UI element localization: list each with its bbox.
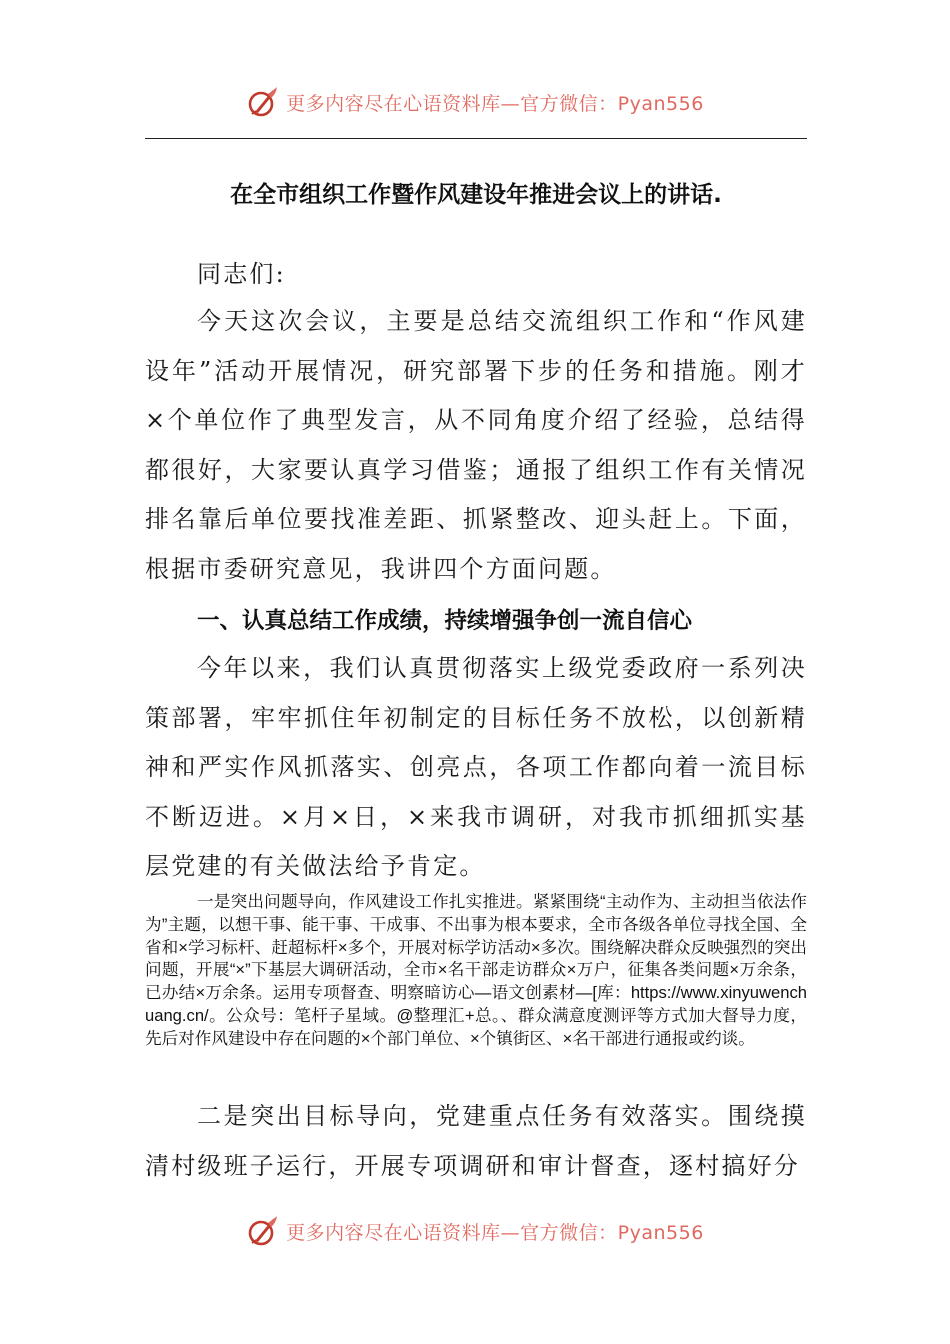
wechat-id: Pyan556: [617, 92, 704, 115]
paragraph-achievements: 今年以来，我们认真贯彻落实上级党委政府一系列决策部署，牢牢抓住年初制定的目标任务不放松，以创新精神和严实作风抓落实、创亮点，各项工作都向着一流目标不断迈进。×月×日，×来我市调研，对我市抓细抓实基层党建的有关做法给予肯定。: [145, 654, 807, 881]
greeting: 同志们:: [197, 260, 286, 288]
wechat-id: Pyan556: [617, 1221, 704, 1244]
header-rule: [145, 138, 807, 139]
section-heading-1: 一、认真总结工作成绩，持续增强争创一流自信心: [197, 608, 693, 634]
watermark-text: 更多内容尽在心语资料库—官方微信：Pyan556: [286, 92, 704, 115]
paragraph-goal-orientation: 二是突出目标导向，党建重点任务有效落实。围绕摸清村级班子运行，开展专项调研和审计督查，逐村搞好分: [145, 1102, 807, 1180]
watermark-banner-top: [0, 82, 950, 122]
watermark-banner-bottom: [0, 1211, 950, 1251]
quill-pen-icon: [246, 1214, 280, 1248]
quill-pen-icon: [246, 85, 280, 119]
paragraph-intro: 今天这次会议，主要是总结交流组织工作和“作风建设年”活动开展情况，研究部署下步的任务和措施。刚才×个单位作了典型发言，从不同角度介绍了经验，总结得都很好，大家要认真学习借鉴；通报了组织工作有关情况排名靠后单位要找准差距、抓紧整改、迎头赶上。下面，根据市委研究意见，我讲四个方面问题。: [145, 307, 807, 583]
paragraph-problem-orientation: 一是突出问题导向，作风建设工作扎实推进。紧紧围绕“主动作为、主动担当依法作为”主题，以想干事、能干事、干成事、不出事为根本要求，全市各级各单位寻找全国、全省和×学习标杆、赶超标杆×多个，开展对标学访活动×多次。围绕解决群众反映强烈的突出问题，开展“×”下基层大调研活动，全市×名干部走访群众×万户，征集各类问题×万余条，已办结×万余条。运用专项督查、明察暗访心—语文创素材—[库：https://www.xinyuwenchuang.cn/。公众号：笔杆子星域。@整理汇+总。、群众满意度测评等方式加大督导力度，先后对作风建设中存在问题的×个部门单位、×个镇街区、×名干部进行通报或约谈。: [145, 892, 807, 1048]
document-title: 在全市组织工作暨作风建设年推进会议上的讲话.: [230, 182, 722, 208]
watermark-text: 更多内容尽在心语资料库—官方微信：Pyan556: [286, 1221, 704, 1244]
